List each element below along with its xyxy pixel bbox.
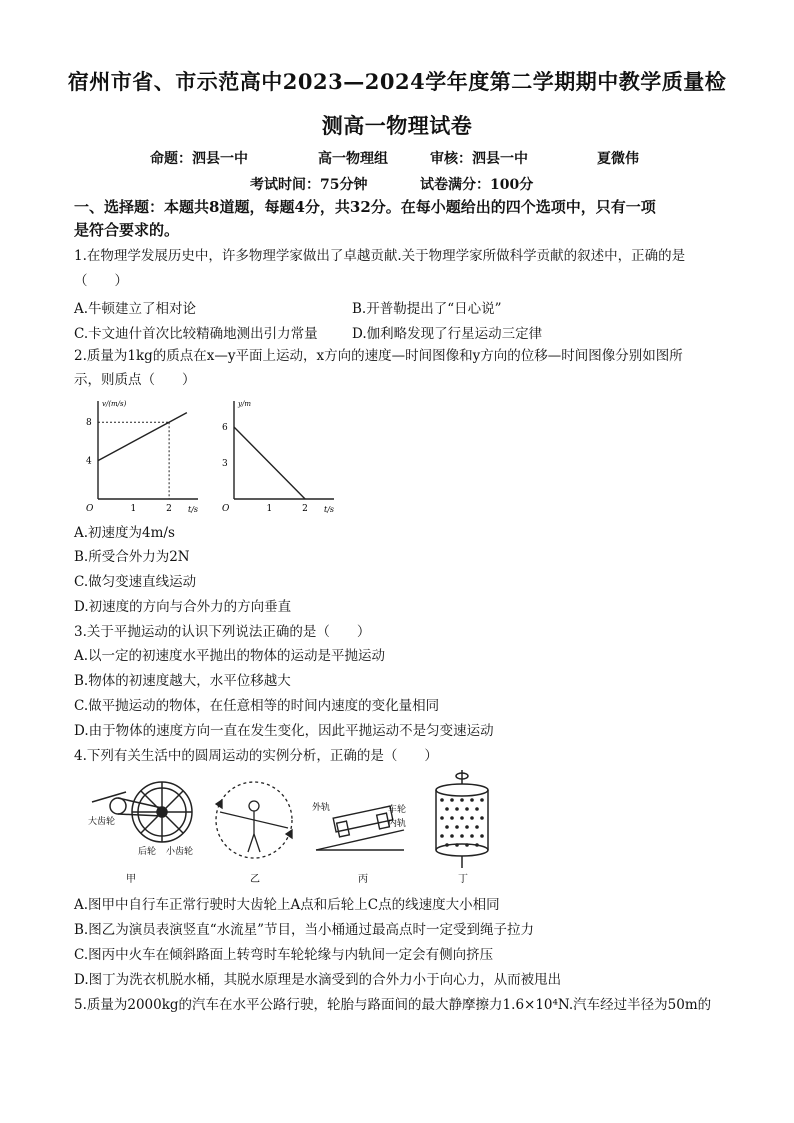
- dryer-hole: [470, 816, 474, 820]
- exam-title-line1: 宿州市省、市示范高中2023—2024学年度第二学期期中教学质量检: [67, 69, 727, 94]
- q4-option-a: A.图甲中自行车正常行驶时大齿轮上A点和后轮上C点的线速度大小相同: [74, 897, 500, 913]
- dryer-hole: [440, 834, 444, 838]
- q1-option-a: A.牛顿建立了相对论: [74, 301, 197, 317]
- label-small-gear: 小齿轮: [166, 847, 194, 857]
- dryer-hole: [440, 798, 444, 802]
- dryer-hole: [475, 843, 479, 847]
- y-tick-label: 8: [86, 418, 92, 429]
- q5-stem-line1: 5.质量为2000kg的汽车在水平公路行驶，轮胎与路面间的最大静摩擦力1.6×10⁴N.汽车经过半径为50m的: [74, 997, 712, 1013]
- exam-score: 试卷满分：100分: [420, 177, 534, 193]
- label-rear-wheel: 后轮: [138, 847, 157, 857]
- dryer-hole: [465, 843, 469, 847]
- x-tick-label: 2: [302, 504, 308, 514]
- q2-option-c: C.做匀变速直线运动: [74, 574, 197, 590]
- dryer-hole: [445, 807, 449, 811]
- x-axis-label: t/s: [324, 505, 335, 514]
- label-big-gear: 大齿轮: [88, 817, 116, 827]
- dryer-hole: [465, 807, 469, 811]
- displacement-time-chart: [218, 395, 338, 520]
- dryer-hole: [450, 816, 454, 820]
- dryer-hole: [455, 807, 459, 811]
- figure-bing-label: 丙: [358, 874, 368, 885]
- dryer-hole: [445, 843, 449, 847]
- section1-heading-line2: 是符合要求的。: [74, 221, 180, 239]
- x-tick-label: 1: [266, 504, 273, 514]
- q4-option-d: D.图丁为洗衣机脱水桶，其脱水原理是水滴受到的合外力小于向心力，从而被甩出: [74, 972, 562, 988]
- data-line: [98, 413, 187, 461]
- q3-option-c: C.做平抛运动的物体，在任意相等的时间内速度的变化量相同: [74, 698, 440, 714]
- q4-option-c: C.图丙中火车在倾斜路面上转弯时车轮轮缘与内轨间一定会有侧向挤压: [74, 947, 494, 963]
- author-label: 命题：泗县一中: [150, 151, 248, 167]
- origin-label: O: [86, 504, 94, 514]
- q2-option-d: D.初速度的方向与合外力的方向垂直: [74, 599, 292, 615]
- origin-label: O: [222, 504, 230, 514]
- x-tick-label: 1: [130, 504, 137, 514]
- dryer-hole: [445, 825, 449, 829]
- dryer-hole: [440, 816, 444, 820]
- figure-ding-label: 丁: [458, 874, 468, 885]
- dryer-hole: [470, 798, 474, 802]
- data-line: [234, 427, 305, 499]
- y-tick-label: 4: [86, 456, 92, 467]
- q4-stem: 4.下列有关生活中的圆周运动的实例分析，正确的是（ ）: [74, 748, 438, 764]
- exam-time: 考试时间：75分钟: [250, 177, 368, 193]
- figure-jia-label: 甲: [126, 874, 136, 885]
- x-tick-label: 2: [166, 504, 172, 514]
- y-axis-label: v/(m/s): [102, 400, 127, 408]
- dryer-hole: [455, 825, 459, 829]
- label-outer-rail: 外轨: [312, 803, 331, 813]
- dryer-hole: [470, 834, 474, 838]
- figure-yi-label: 乙: [250, 874, 260, 885]
- dryer-hole: [455, 843, 459, 847]
- q3-option-a: A.以一定的初速度水平抛出的物体的运动是平抛运动: [74, 648, 386, 664]
- dryer-hole: [475, 825, 479, 829]
- q1-option-d: D.伽利略发现了行星运动三定律: [352, 326, 543, 342]
- dryer-hole: [450, 834, 454, 838]
- dryer-hole: [480, 816, 484, 820]
- y-tick-label: 3: [222, 459, 228, 469]
- label-wheel: 车轮: [388, 805, 407, 815]
- author-group: 高一物理组: [318, 151, 388, 167]
- dryer-hole: [480, 834, 484, 838]
- q3-option-b: B.物体的初速度越大，水平位移越大: [74, 673, 291, 689]
- q1-option-b: B.开普勒提出了“日心说”: [352, 301, 502, 317]
- q1-stem-line1: 1.在物理学发展历史中，许多物理学家做出了卓越贡献.关于物理学家所做科学贡献的叙述中，正确的是: [74, 248, 686, 264]
- q3-stem: 3.关于平抛运动的认识下列说法正确的是（ ）: [74, 624, 371, 640]
- figure-water-meteor: [206, 772, 302, 888]
- velocity-time-chart: [82, 395, 202, 520]
- dryer-hole: [480, 798, 484, 802]
- dryer-hole: [460, 816, 464, 820]
- section1-heading-line1: 一、选择题：本题共8道题，每题4分，共32分。在每小题给出的四个选项中，只有一项: [74, 198, 656, 216]
- q4-option-b: B.图乙为演员表演竖直“水流星”节目，当小桶通过最高点时一定受到绳子拉力: [74, 922, 535, 938]
- x-axis-label: t/s: [188, 505, 199, 514]
- q1-stem-line2: （ ）: [74, 273, 128, 289]
- dryer-hole: [475, 807, 479, 811]
- dryer-hole: [465, 825, 469, 829]
- q2-option-b: B.所受合外力为2N: [74, 549, 190, 565]
- figure-spin-dryer: [418, 768, 508, 888]
- figure-bicycle: [86, 772, 206, 888]
- reviewer-label: 审核：泗县一中: [430, 151, 528, 167]
- reviewer-name: 夏微伟: [597, 151, 639, 167]
- exam-title-line2: 测高一物理试卷: [321, 113, 473, 138]
- label-inner-rail: 内轨: [388, 819, 407, 829]
- q2-stem-line1: 2.质量为1kg的质点在x—y平面上运动，x方向的速度—时间图像和y方向的位移—时间图像分别如图所: [74, 348, 683, 364]
- dryer-hole: [450, 798, 454, 802]
- dryer-hole: [460, 834, 464, 838]
- q1-option-c: C.卡文迪什首次比较精确地测出引力常量: [74, 326, 318, 342]
- y-tick-label: 6: [222, 423, 228, 433]
- q3-option-d: D.由于物体的速度方向一直在发生变化，因此平抛运动不是匀变速运动: [74, 723, 494, 739]
- q2-option-a: A.初速度为4m/s: [74, 525, 175, 541]
- q2-stem-line2: 示，则质点（ ）: [74, 372, 196, 388]
- figure-train-turning: [308, 772, 418, 888]
- dryer-hole: [460, 798, 464, 802]
- y-axis-label: y/m: [238, 400, 251, 408]
